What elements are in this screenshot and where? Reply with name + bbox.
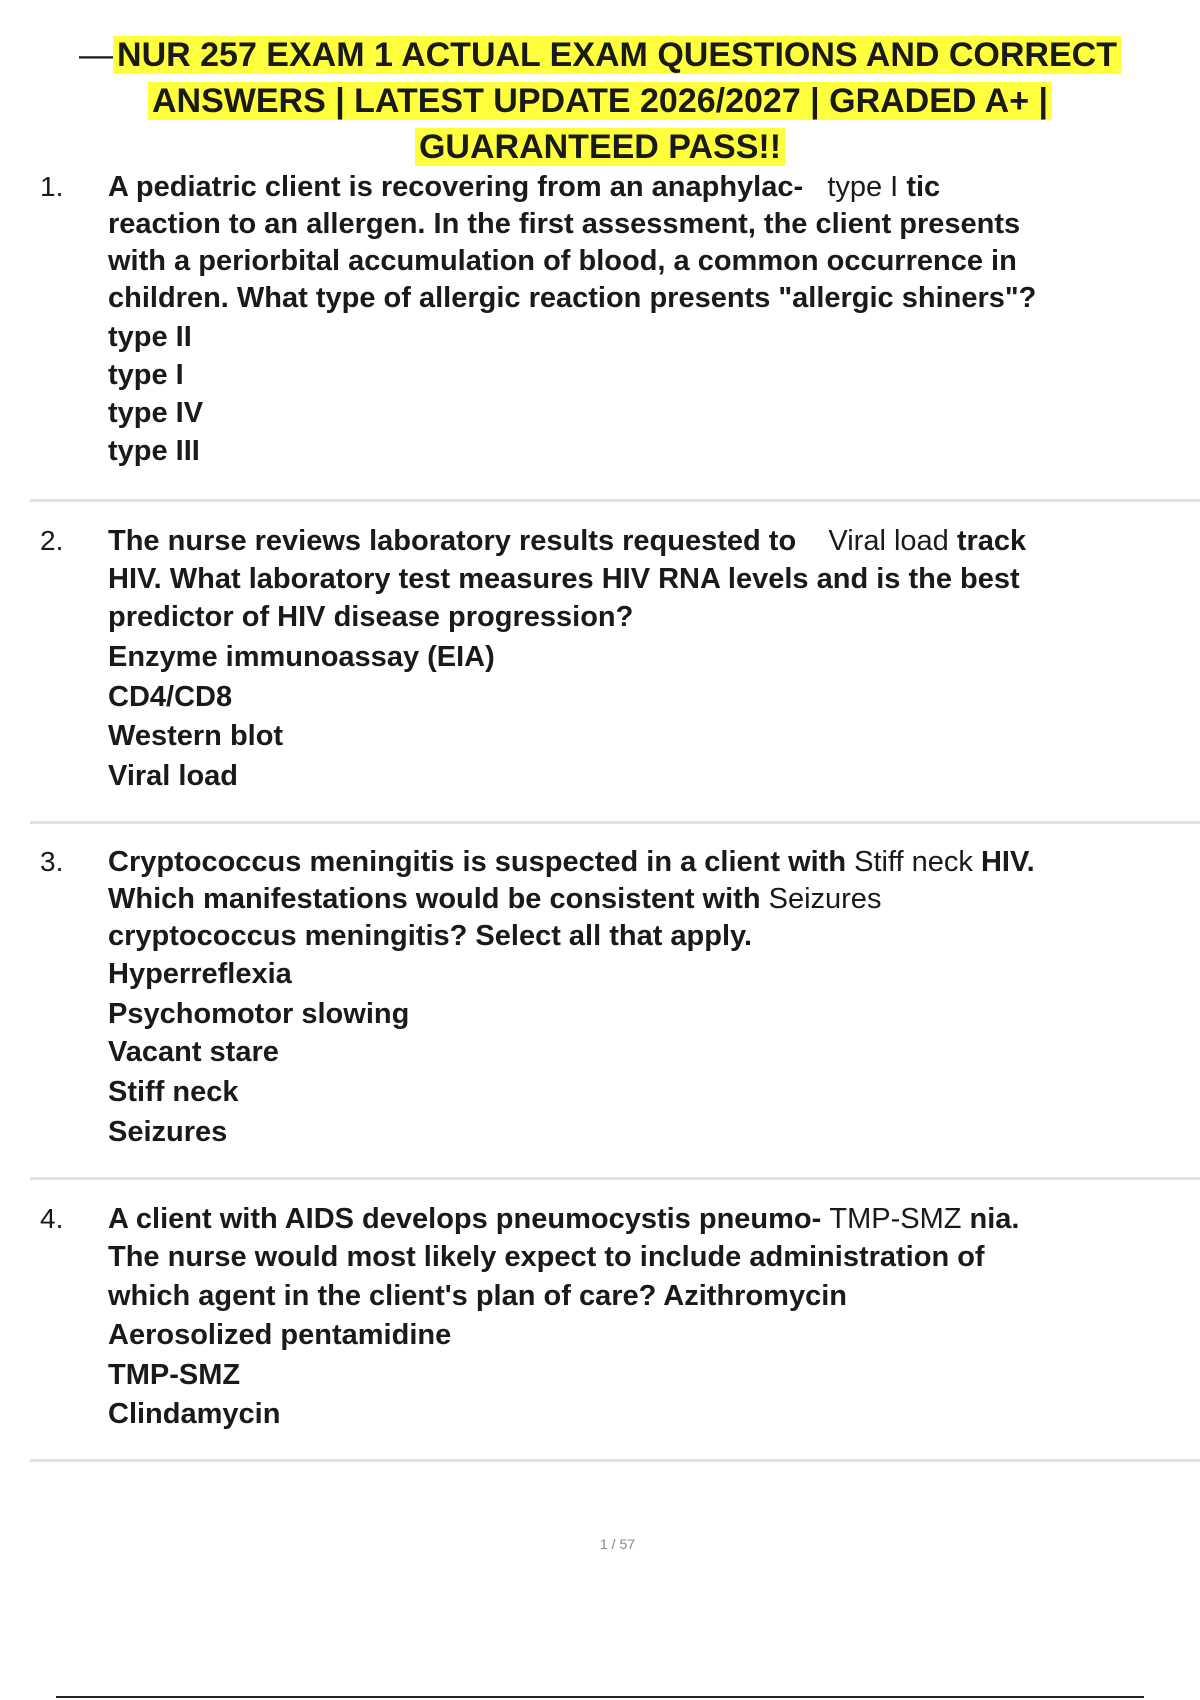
question-stem-line: with a periorbital accumulation of blood, a common occurrence in (108, 245, 1017, 277)
answer-option: type III (108, 435, 200, 467)
stem-text: Which manifestations would be consistent with (108, 883, 761, 915)
answer-option: TMP-SMZ (108, 1359, 241, 1391)
question-stem-line: predictor of HIV disease progression? (108, 601, 634, 633)
question-number: 3. (40, 846, 64, 877)
answer-option: type IV (108, 397, 204, 429)
question-stem-line: cryptococcus meningitis? Select all that apply. (108, 920, 753, 952)
stem-text-end: track (956, 525, 1027, 557)
question-number: 4. (40, 1203, 64, 1234)
question-divider (30, 821, 1200, 824)
question-stem-line: HIV. What laboratory test measures HIV RNA levels and is the best (108, 563, 1020, 595)
question-number: 1. (40, 171, 64, 202)
answer-option: Enzyme immunoassay (EIA) (108, 641, 495, 673)
question-divider (30, 1177, 1200, 1180)
stem-text-end: nia. (969, 1203, 1020, 1235)
stem-text: The nurse reviews laboratory results requested to (108, 525, 797, 557)
document-title (40, 32, 1160, 170)
title-dash: — (79, 36, 114, 74)
answer-text: Stiff neck (854, 846, 973, 878)
answer-text: type I (827, 171, 899, 203)
question-stem-line: which agent in the client's plan of care? Azithromycin (108, 1280, 847, 1312)
question-number: 2. (40, 525, 64, 556)
answer-option: Clindamycin (108, 1398, 281, 1430)
answer-option: type II (108, 321, 192, 353)
answer-option: type I (108, 359, 184, 391)
answer-option: Viral load (108, 760, 239, 792)
question-stem-line: The nurse would most likely expect to include administration of (108, 1241, 985, 1273)
answer-option: Hyperreflexia (108, 958, 292, 990)
answer-option: Vacant stare (108, 1036, 279, 1068)
title-line-1: NUR 257 EXAM 1 ACTUAL EXAM QUESTIONS AND CORRECT (113, 36, 1121, 74)
stem-text: A client with AIDS develops pneumocystis pneumo- (108, 1203, 822, 1235)
title-line-2: ANSWERS | LATEST UPDATE 2026/2027 | GRADED A+ | (148, 82, 1052, 120)
answer-option: Stiff neck (108, 1076, 239, 1108)
stem-text-end: tic (906, 171, 941, 203)
page-indicator: 1 / 57 (599, 1536, 636, 1552)
question-divider (30, 499, 1200, 502)
stem-text: A pediatric client is recovering from an anaphylac- (108, 171, 804, 203)
stem-text-end: HIV. (980, 846, 1035, 878)
question-stem-line: children. What type of allergic reaction presents "allergic shiners"? (108, 282, 1037, 314)
answer-text: Viral load (828, 525, 949, 557)
question-stem-line (108, 880, 1148, 918)
question-stem-line (108, 522, 1148, 560)
question-stem-line: reaction to an allergen. In the first assessment, the client presents (108, 208, 1021, 240)
answer-option: Psychomotor slowing (108, 998, 410, 1030)
answer-option: CD4/CD8 (108, 681, 233, 713)
question-stem-line (108, 168, 1148, 206)
question-stem-line (108, 843, 1148, 881)
question-stem-line (108, 1200, 1148, 1238)
answer-option: Seizures (108, 1116, 228, 1148)
answer-option: Aerosolized pentamidine (108, 1319, 452, 1351)
answer-option: Western blot (108, 720, 284, 752)
footer-rule (56, 1696, 1144, 1698)
title-line-3: GUARANTEED PASS!! (415, 128, 785, 166)
stem-text: Cryptococcus meningitis is suspected in a client with (108, 846, 847, 878)
answer-text: TMP-SMZ (829, 1203, 962, 1235)
question-divider (30, 1459, 1200, 1462)
answer-text: Seizures (768, 883, 882, 915)
